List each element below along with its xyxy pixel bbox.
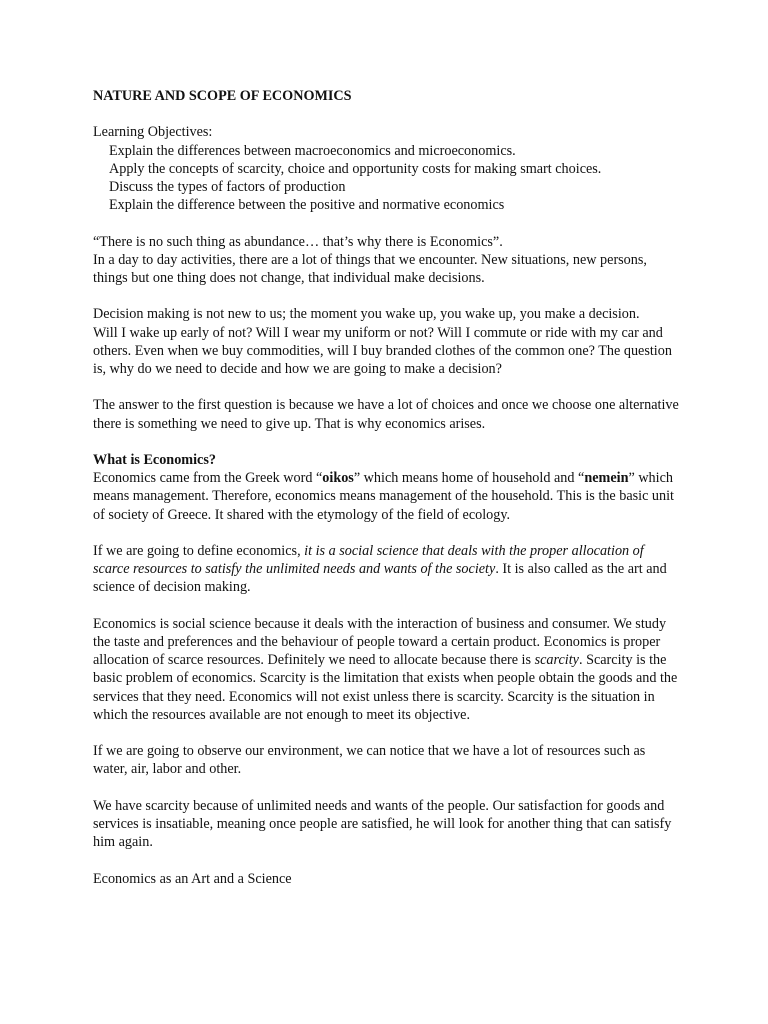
definition-paragraph xyxy=(93,542,683,597)
etymology-text: ” which means management. Therefore, economics means management of the household. This is the basic unit of society of Greece. It shared with the etymology of the field of ecology. xyxy=(93,470,674,523)
quote-paragraph: “There is no such thing as abundance… that’s why there is Economics”. xyxy=(93,233,503,250)
learning-objectives-label: Learning Objectives: xyxy=(93,124,213,141)
social-science-text: Economics is social science because it deals with the interaction of business and consumer. We study the taste and preferences and the behaviour of people toward a certain product. Economics is proper allocation of scarce resources. Definitely we need to allocate because there is xyxy=(93,615,667,669)
intro-paragraph: In a day to day activities, there are a lot of things that we encounter. New situations, new persons, things but one thing does not change, that individual make decisions. xyxy=(93,251,647,286)
greek-word-nemein: nemein xyxy=(584,470,629,487)
spacer xyxy=(93,378,683,396)
etymology-paragraph xyxy=(93,469,683,524)
spacer xyxy=(93,524,683,542)
heading-text: What is Economics? xyxy=(93,451,216,468)
etymology-text: Economics came from the Greek word “ xyxy=(93,470,323,487)
spacer xyxy=(93,214,683,232)
objective-item: Explain the difference between the positive and normative economics xyxy=(109,197,505,214)
definition-text: . It is also called as the art and science of decision making. xyxy=(93,561,667,596)
objective-item: Apply the concepts of scarcity, choice and opportunity costs for making smart choices. xyxy=(109,160,602,177)
art-science-heading: Economics as an Art and a Science xyxy=(93,870,292,887)
spacer xyxy=(93,724,683,742)
greek-word-oikos: oikos xyxy=(322,470,354,487)
what-is-economics-heading xyxy=(93,451,683,469)
social-science-paragraph xyxy=(93,615,683,724)
scarcity-emphasis: scarcity xyxy=(534,652,579,669)
definition-emphasis: it is a social science that deals with the proper allocation of scarce resources to satisfy the unlimited needs and wants of the society xyxy=(93,542,644,578)
answer-paragraph: The answer to the first question is because we have a lot of choices and once we choose one alternative there is something we need to give up. That is why economics arises. xyxy=(93,397,679,432)
social-science-text: . Scarcity is the basic problem of economics. Scarcity is the limitation that exists when people obtain the goods and the services that they need. Economics will not exist unless there is scarcity. Scarcity is the situation in which the resources available are not enough to meet its objective. xyxy=(93,652,678,723)
spacer xyxy=(93,287,683,305)
etymology-text: ” which means home of household and “ xyxy=(353,470,585,487)
environment-paragraph: If we are going to observe our environment, we can notice that we have a lot of resources such as water, air, labor and other. xyxy=(93,743,646,778)
spacer xyxy=(93,597,683,615)
document-title: NATURE AND SCOPE OF ECONOMICS xyxy=(93,88,352,104)
scarcity-reason-paragraph: We have scarcity because of unlimited needs and wants of the people. Our satisfaction for goods and services is insatiable, meaning once people are satisfied, he will look for another thing that can satisfy him again. xyxy=(93,797,672,851)
decision-paragraph: Decision making is not new to us; the moment you wake up, you wake up, you make a decision. xyxy=(93,306,640,323)
decision-questions-paragraph: Will I wake up early of not? Will I wear my uniform or not? Will I commute or ride with my car and others. Even when we buy commodities, will I buy branded clothes of the common one? The question is, why do we need to decide and how we are going to make a decision? xyxy=(93,324,672,377)
document-page xyxy=(93,87,683,888)
spacer xyxy=(93,851,683,869)
spacer xyxy=(93,779,683,797)
objective-item: Explain the differences between macroeconomics and microeconomics. xyxy=(109,142,516,159)
definition-text: If we are going to define economics, xyxy=(93,542,305,559)
objective-item: Discuss the types of factors of production xyxy=(109,179,346,195)
spacer xyxy=(93,433,683,451)
